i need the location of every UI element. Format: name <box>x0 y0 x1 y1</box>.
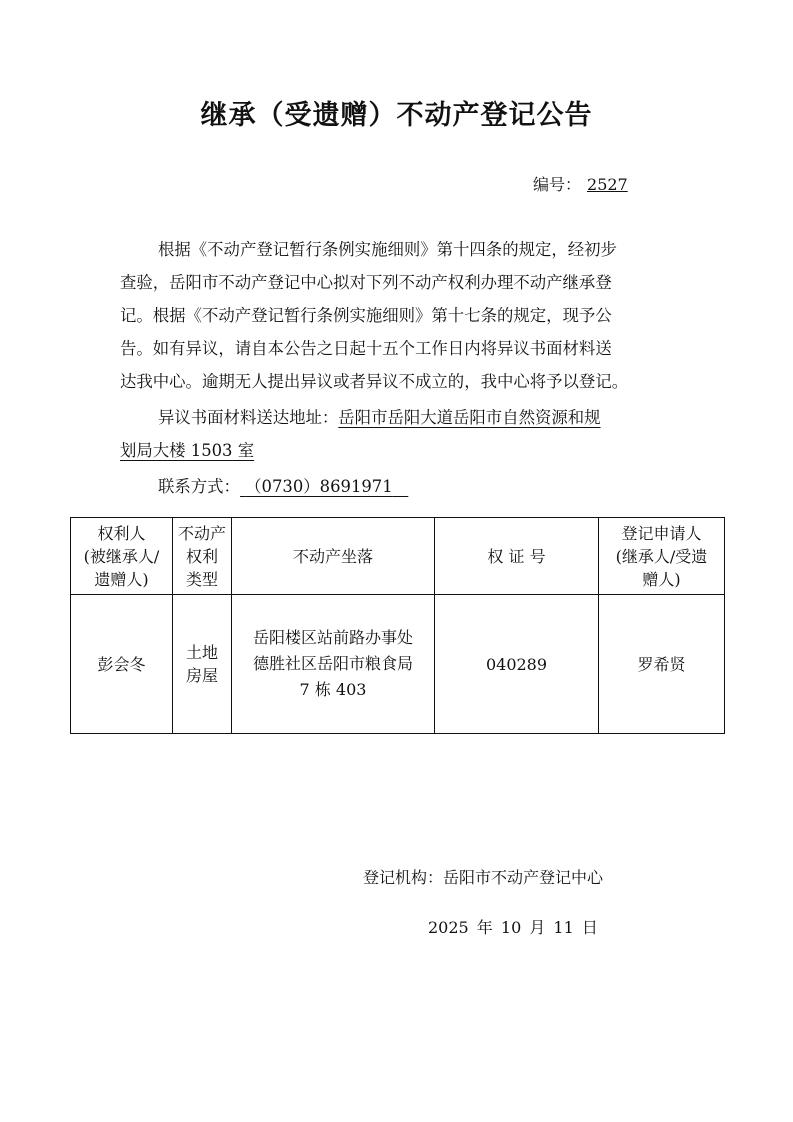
cell-location: 岳阳楼区站前路办事处 德胜社区岳阳市粮食局 7 栋 403 <box>232 595 435 734</box>
header-cert-number: 权 证 号 <box>435 518 599 595</box>
serial-label: 编号： <box>533 175 582 194</box>
table-header-row <box>71 518 725 595</box>
org-name: 岳阳市不动产登记中心 <box>443 868 604 887</box>
paragraph-line-4: 告。如有异议，请自本公告之日起十五个工作日内将异议书面材料送 <box>120 339 612 358</box>
address-value-1: 岳阳市岳阳大道岳阳市自然资源和规 <box>338 408 601 427</box>
header-holder: 权利人 (被继承人/ 遗赠人) <box>71 518 173 595</box>
contact-line <box>120 470 713 503</box>
address-value-2: 划局大楼 1503 室 <box>120 441 255 460</box>
cell-right-type: 土地 房屋 <box>173 595 232 734</box>
org-label: 登记机构： <box>363 868 444 887</box>
page-title: 继承（受遗赠）不动产登记公告 <box>200 100 593 131</box>
registration-table <box>70 517 725 734</box>
paragraph-line-2: 查验，岳阳市不动产登记中心拟对下列不动产权利办理不动产继承登 <box>120 273 612 292</box>
header-right-type: 不动产 权利 类型 <box>173 518 232 595</box>
header-applicant: 登记申请人 (继承人/受遗 赠人) <box>599 518 725 595</box>
header-location: 不动产坐落 <box>232 518 435 595</box>
serial-number <box>533 172 628 195</box>
contact-value: （0730）8691971 <box>245 477 393 496</box>
cell-cert-number: 040289 <box>435 595 599 734</box>
serial-value: 2527 <box>587 175 628 194</box>
cell-applicant: 罗希贤 <box>599 595 725 734</box>
issue-date: 2025 年 10 月 11 日 <box>428 918 598 937</box>
address-line <box>120 401 713 434</box>
contact-label: 联系方式： <box>158 477 240 496</box>
cell-holder: 彭会冬 <box>71 595 173 734</box>
address-label: 异议书面材料送达地址： <box>158 408 339 427</box>
paragraph-line-5: 达我中心。逾期无人提出异议或者异议不成立的，我中心将予以登记。 <box>120 372 629 391</box>
paragraph-line-3: 记。根据《不动产登记暂行条例实施细则》第十七条的规定，现予公 <box>120 306 612 325</box>
table-row <box>71 595 725 734</box>
paragraph-line-1: 根据《不动产登记暂行条例实施细则》第十四条的规定，经初步 <box>158 240 617 259</box>
registration-authority <box>363 865 603 888</box>
address-line-2 <box>120 434 675 467</box>
